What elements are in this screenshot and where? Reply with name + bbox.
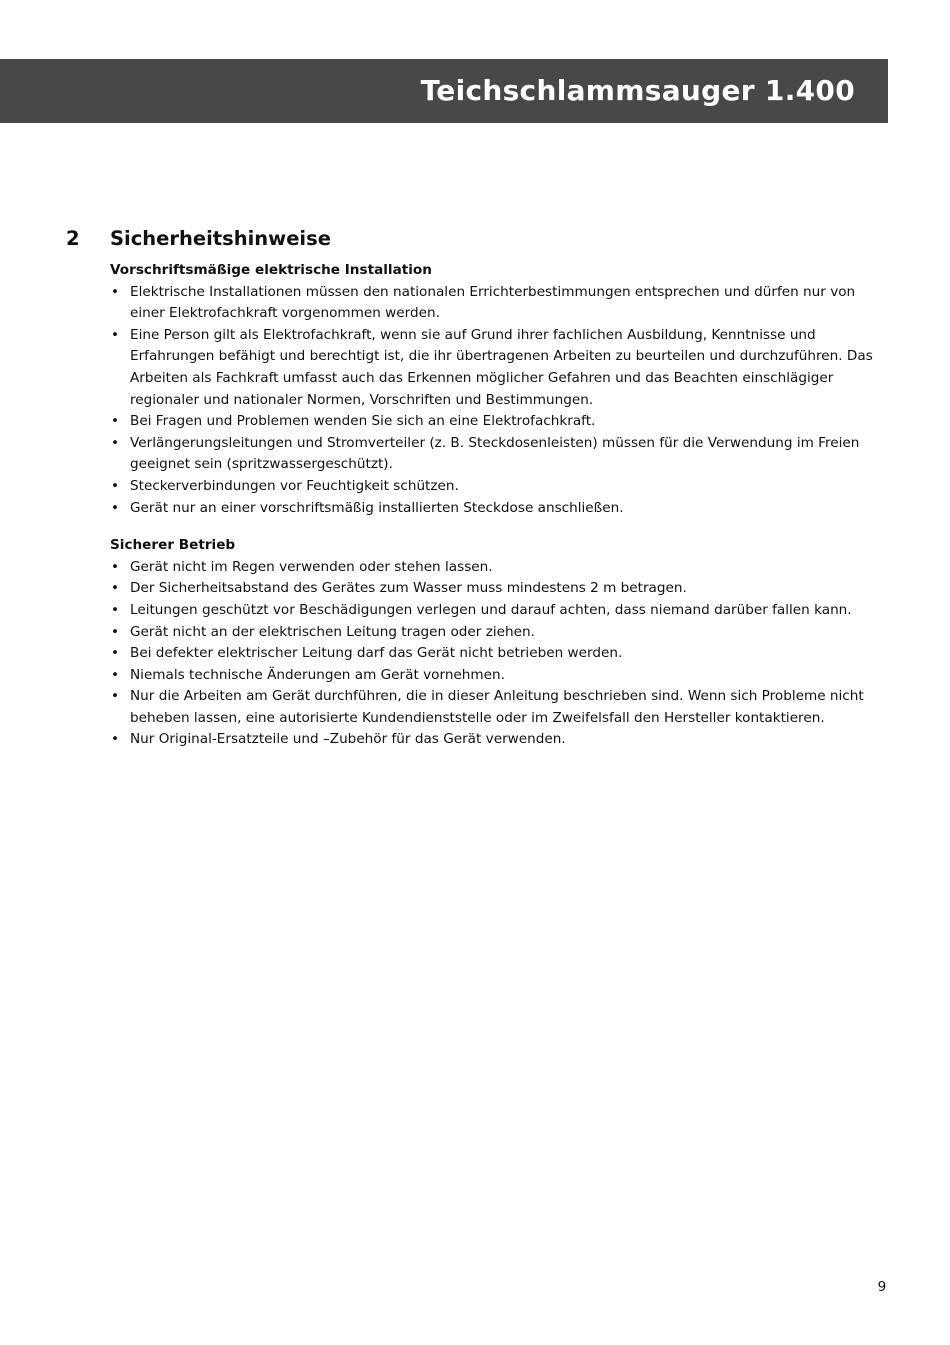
document-title: Teichschlammsauger 1.400 (420, 74, 855, 107)
page-number: 9 (877, 1279, 887, 1295)
list-item-text: Elektrische Installationen müssen den nationalen Errichterbestimmungen entsprechen und dürfen nur von einer Elektrofachkraft vorgenommen werden. (130, 283, 856, 322)
bullet-icon: • (111, 499, 120, 516)
list-item (110, 476, 885, 498)
list-item-text: Gerät nur an einer vorschriftsmäßig installierten Steckdose anschließen. (130, 499, 624, 516)
list-item (110, 411, 885, 433)
list-item-text: Steckerverbindungen vor Feuchtigkeit schützen. (130, 477, 459, 494)
list-item-text: Nur die Arbeiten am Gerät durchführen, die in dieser Anleitung beschrieben sind. Wenn sich Probleme nicht beheben lassen, eine autorisierte Kundendienststelle oder im Zweifelsfall den Hersteller kontaktieren. (130, 688, 864, 726)
list-item (110, 282, 885, 325)
section-content (110, 260, 885, 751)
list-item-text: Leitungen geschützt vor Beschädigungen verlegen und darauf achten, dass niemand darüber fallen kann. (130, 601, 852, 618)
list-item-text: Gerät nicht an der elektrischen Leitung tragen oder ziehen. (130, 623, 535, 640)
list-item (110, 643, 885, 665)
section-title: Sicherheitshinweise (110, 227, 331, 250)
operation-list (110, 557, 885, 751)
list-item-text: Bei defekter elektrischer Leitung darf das Gerät nicht betrieben werden. (130, 645, 623, 662)
bullet-icon: • (111, 623, 120, 640)
list-item-text: Niemals technische Änderungen am Gerät vornehmen. (130, 666, 505, 683)
list-item-text: Bei Fragen und Problemen wenden Sie sich an eine Elektrofachkraft. (130, 413, 596, 430)
bullet-icon: • (111, 413, 120, 430)
list-item (110, 498, 885, 520)
list-item (110, 686, 885, 729)
operation-heading: Sicherer Betrieb (110, 537, 236, 554)
bullet-icon: • (111, 731, 120, 748)
bullet-icon: • (111, 477, 120, 494)
bullet-icon: • (111, 434, 120, 451)
bullet-icon: • (111, 645, 120, 662)
installation-heading: Vorschriftsmäßige elektrische Installation (110, 262, 432, 278)
list-item-text: Verlängerungsleitungen und Stromverteiler (z. B. Steckdosenleisten) müssen für die Verwendung im Freien geeignet sein (spritzwassergeschützt). (130, 434, 860, 473)
bullet-icon: • (111, 601, 120, 618)
list-item (110, 578, 885, 600)
list-item (110, 622, 885, 644)
list-item-text: Eine Person gilt als Elektrofachkraft, wenn sie auf Grund ihrer fachlichen Ausbildung, Kenntnisse und Erfahrungen befähigt und berechtigt ist, die ihr übertragenen Arbeiten zu beurteilen und durchzuführen. Das Arbeiten als Fachkraft umfasst auch das Erkennen möglicher Gefahren und das Beachten einschlägiger regionaler und nationaler Normen, Vorschriften und Bestimmungen. (130, 326, 873, 408)
bullet-icon: • (111, 283, 120, 300)
list-item (110, 600, 885, 622)
section-number: 2 (66, 227, 80, 250)
bullet-icon: • (111, 558, 120, 575)
list-item-text: Der Sicherheitsabstand des Gerätes zum Wasser muss mindestens 2 m betragen. (130, 580, 687, 597)
installation-list (110, 282, 885, 520)
list-item-text: Gerät nicht im Regen verwenden oder stehen lassen. (130, 558, 493, 575)
list-item (110, 557, 885, 579)
bullet-icon: • (111, 688, 120, 705)
list-item (110, 325, 885, 411)
list-item (110, 433, 885, 476)
list-item (110, 665, 885, 687)
bullet-icon: • (111, 580, 120, 597)
list-item (110, 729, 885, 751)
list-item-text: Nur Original-Ersatzteile und –Zubehör für das Gerät verwenden. (130, 731, 566, 748)
bullet-icon: • (111, 326, 120, 343)
header-band (0, 59, 888, 123)
bullet-icon: • (111, 666, 120, 683)
